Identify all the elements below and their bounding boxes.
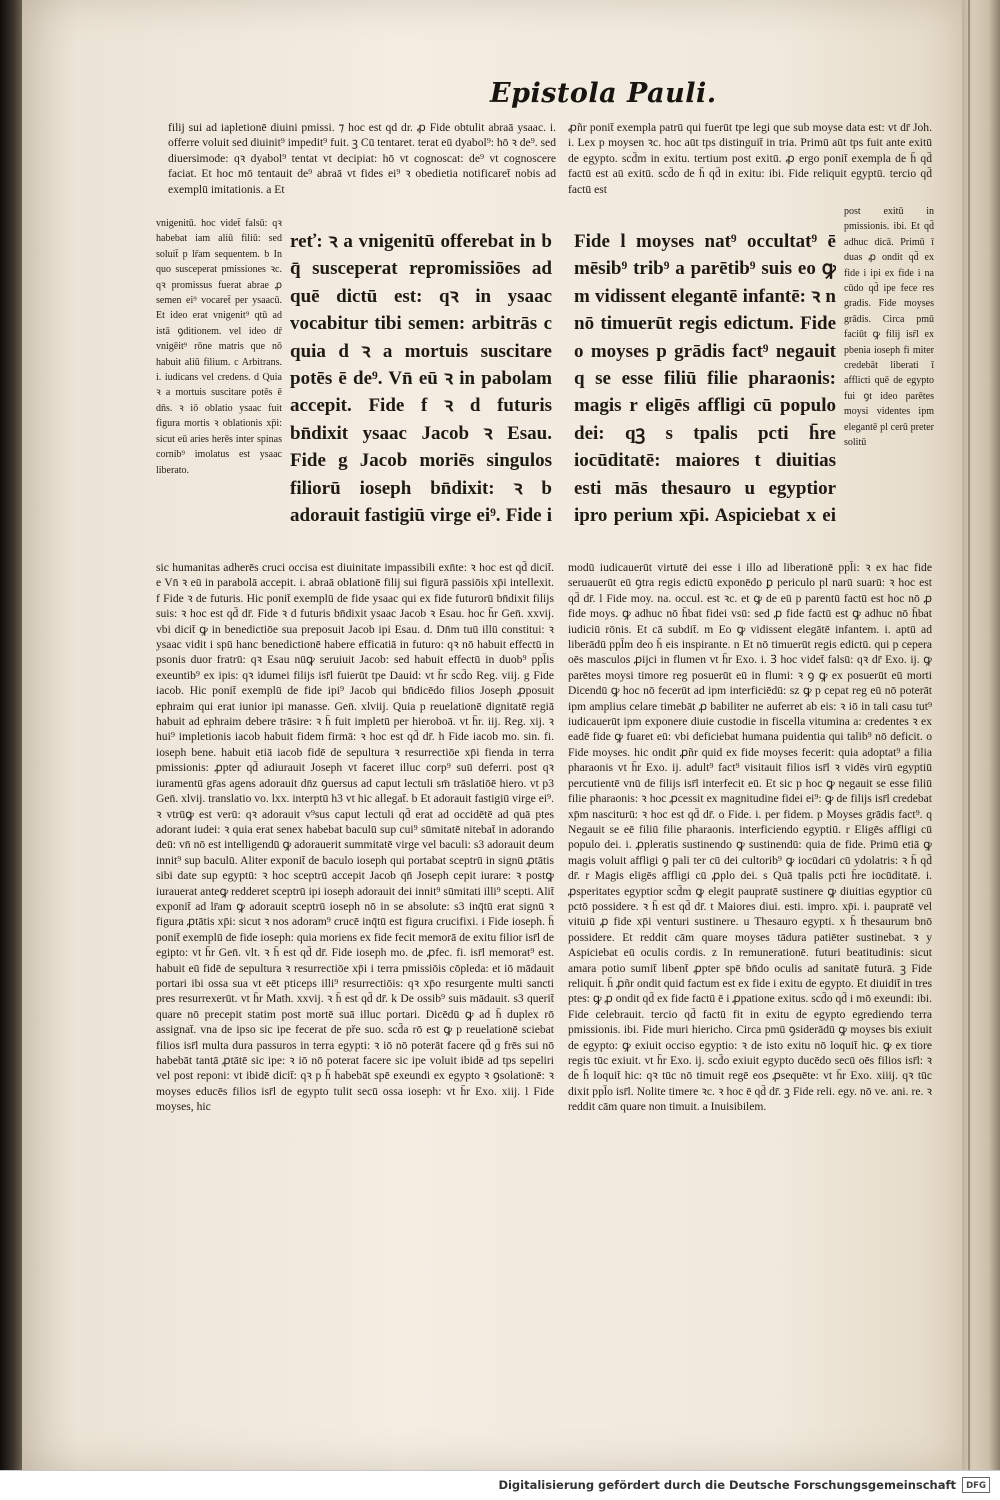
- gloss-left-top-text: filij sui ad iapletionē diuini pmissi. ⁊ hoc est qd dr. ꝓ Fide obtulit abraā ysaac. i. offerre voluit sed diuinit⁹ impedit⁹ fuit. ꝫ Cū tentaret. terat eū dyabol⁹: hō ꝛ de⁹. sed diuersimode: qꝛ dyabol⁹ tentat vt decipiat: hō vt cognoscat: de⁹ vt cognoscere faciat. Et hoc mō tentauit de⁹ abraā vt fides ei⁹ ꝛ obedietia notificaret̄ nobis ad exemplū imitationis. a Et: [168, 121, 556, 196]
- scripture-left-text: reť: ꝛ a vnigenitū offerebat in b q̄ susceperat repromissiōes ad quē dictū est: qꝛ in ysaac vocabitur tibi semen: arbitrās c quia d ꝛ a mortuis suscitare potēs ē de⁹. Vn̄ eū ꝛ in pabolam accepit. Fide f ꝛ d futuris bn̄dixit ysaac Jacob ꝛ Esau. Fide g Jacob moriēs singulos filiorū ioseph bn̄dixit: ꝛ b adorauit fastigiū virge ei⁹. Fide i: [290, 231, 552, 527]
- dfg-logo: DFG: [962, 1477, 990, 1493]
- gloss-left-bottom: [156, 560, 554, 1282]
- page-edge-line: [968, 0, 970, 1470]
- gloss-left-margin: [156, 216, 282, 574]
- scripture-right: [574, 228, 836, 534]
- scripture-left: [290, 228, 552, 532]
- footer-credit: Digitalisierung gefördert durch die Deutsche Forschungsgemeinschaft: [498, 1478, 956, 1492]
- gloss-left-top: [168, 120, 556, 212]
- scripture-right-text: Fide l moyses nat⁹ occultat⁹ ē mēsib⁹ trib⁹ a parētib⁹ suis eo ꝙ m vidissent elegantē infantē: ꝛ n nō timuerūt regis edictum. Fide o moyses p grādis fact⁹ negauit q se esse filiū filie pharaonis: magis r eligēs affligi cū populo dei: qꝫ s tpalis pcti h̄re iocūditatē: maiores t diuitias esti mās thesauro u egyptior ipro perium xp̄i. Aspiciebat x ei: [574, 231, 836, 527]
- running-head: Epistola Pauli.: [490, 78, 717, 109]
- book-spine-edge: [0, 0, 22, 1470]
- gloss-right-top: [568, 120, 932, 212]
- footer-bar: [0, 1470, 1000, 1500]
- page-edges-stack: [962, 0, 1000, 1470]
- gloss-right-bottom-text: modū iudicauerūt virtutē dei esse i illo ad liberationē ppl̄i: ꝛ ex hac fide seruauerūt eū ꝯtra regis edictū exponēdo ꝑ periculo pl narū suarū: ꝛ hoc est qd̄ dr̄. l Fide moy. na. occul. est ꝛc. et ꝙ de eū p parentū factū est hoc nō ꝓ fide moys. ꝙ adhuc nō h̄bat fidei vsū: sed ꝓ fide factū est ꝙ adhuc nō h̄bat iudiciū rōnis. Et cā subdit̄. m Eo ꝙ vidissent elegātē infantem. i. aptū ad liberādū ppl̄m deo h̄ eis inspirante. n Et nō timuerūt regis edictū. qui p cepera oēs masculos ꝓijci in flumen vt h̄r Exo. i. Ꝫ hoc videt̄ falsū: qꝛ dr̄ Exo. ij. ꝙ parētes moysi timore reg posuerūt eū in flumi: ꝛ ꝯ ꝙ ex posuerūt eū morti Dicendū ꝙ hoc nō fecerūt ad ipm interficiēdū: sz ꝙ p cepat reg eū nō poterāt ipm amplius celare timebāt ꝓ babiliter ne auferret ab eis: ꝛ iō in tali casu tut⁹ iudicauerūt ipm exponere diuie custodie in fiscella vitumina a: credentes ꝛ ex eadē fide ꝙ fuaret eū: vbi deficiebat humana puidentia qui talib⁹ nō deficit. o Fide moyses. hic ondit ꝓñr quid ex fide moyses fecerit: quia adoptat⁹ a filia pharaonis vt h̄r Exo. ij. adult⁹ fact⁹ visitauit filios isr̄l ꝛ vidēs virū egyptiū percutientē vnū de filijs isr̄l interfecit eū. Et sic p hoc ꝙ negauit se esse filiū filie pharaonis: ꝛ hoc ꝓcessit ex magnitudine fidei ei⁹: ꝙ de filijs isr̄l credebat xp̄m nasciturū: ꝛ hoc est qd̄ dr̄. o Fide. i. per fidem. p Moyses grādis fact⁹. q Negauit se eē filiū filie pharaonis. interficiendo egyptiū. r Eligēs affligi cū populo dei. i. ꝓpleratis sustinendo ꝙ sustinendū: quia de fide. Primū etiā ꝙ magis voluit affligi ꝯ pali ter cū dei cultorib⁹ ꝙ iocūdari cū ydolatris: ꝛ h̄ qd̄ dr̄. r Magis eligēs affligi cū ꝓplo dei. s Quā tpalis pcti h̄re iocūditatē. i. ꝓsperitates egyptior scd̄m ꝙ elegit paupratē sustinere ꝙ diuitias egyptior cū pctō possidere. ꝛ h̄ est qd̄ dr̄. t Maiores diui. esti. impro. xp̄i. i. paupratē vel vituiū ꝓ fide xp̄i venturi sustinere. u Thesauro egypti. x h̄ thesaurum bnō possidere. Et reddit cām quare moyses tādura patiēter sustinebat. ꝛ y Aspiciebat eū oculis cordis. z In remunerationē. futuri beatitudinis: sicut amara potio sumit̄ libent̄ ꝓpter spē bn̄do oculis ad sanitatē futurā. ꝫ Fide reliquit. h̄ ꝓñr ondit quid factum est ex fide i exitu de egypto. Et diuidit̄ in tres ptes: ꝙ ꝓ ondit qd̄ ex fide factū ē i ꝓpatione exitus. scd̄o qd̄ i mō exeundi: ibi. Fide celebrauit. tercio qd̄ factū fit in exitu de egypto egrediendo terra pmissionis. ibi. Fide muri hiericho. Circa pmū ꝯsiderādū ꝙ moyses bis exiuit de egypto: ꝙ exiuit occiso egyptio: ꝛ de isto exitu nō loquit̄ hic. ꝙ ex tiore regis tūc exiuit. vt h̄r Exo. ij. scd̄o exiuit egypto ducēdo secū oēs filios isr̄l: ꝛ de h̄ loquit̄ hic: qꝛ tūc nō timuit regē eos ꝓsequēte: vt h̄r Exo. xiiij. qꝛ tūc dixit ppl̄o isr̄l. Nolite timere ꝛc. ꝛ hoc ē qd̄ dr̄. ꝫ Fide reli. egy. nō ve. ani. re. ꝛ reddit cām quare non timuit. a Inuisibilem.: [568, 561, 932, 1114]
- gloss-left-bottom-text: sic humanitas adherēs cruci occisa est diuinitate impassibili exn̄te: ꝛ hoc est qd̄ dicit̄. e Vn̄ ꝛ eū in parabolā accepit. i. abraā oblationē filij sui figurā passiōis xp̄i intellexit. f Fide ꝛ de futuris. Hic ponit̄ exemplū de fide ysaac qui ex fide futurorū bn̄dixit filijs suis: ꝛ hoc est qd̄ dr̄. Fide ꝛ d futuris bn̄dixit ysaac Jacob ꝛ Esau. hoc h̄r Gen̄. xxvij. vbi dicit̄ ꝙ in benedictiōe sua preposuit Jacob ipi Esau. d. Dn̄m tuū illū constitui: ꝛ ysaac vidit i spū hanc benedictionē habere efficatiā in futuro: qꝛ nō habuit effectū in psonis duor fratrū: qꝛ Esau nūꝙ seruiuit Jacob: sed habuit effectū in duob⁹ ppl̄is exeuntib⁹ ex ipis: qꝛ idumei filijs isr̄l fuierūt tpe Dauid: vt h̄r scd̄o Reg. viij. g Fide iacob. Hic ponit̄ exemplū de fide ipi⁹ Jacob qui bn̄dicēdo filios Joseph ꝓposuit ephraim qui erat iunior ipi manasse. Gen̄. xlviij. Quia p reuelationē dignitatē regiā habuit ad ephraim debere trāsire: ꝛ h̄ fuit impletū per hieroboā. vt h̄r. iij. Reg. xij. ꝛ hui⁹ impletionis iacob habuit fidem firmā: ꝛ hoc est qd̄ dr̄. h Fide iacob mo. sin. fi. ioseph bene. habuit etiā iacob fidē de sepultura ꝛ resurrectiōe xp̄i fienda in terra pmissionis: ꝓpter qd̄ adiurauit Joseph vt faceret illuc corp⁹ suū deferri. post qꝛ iuramentū gr̄as agens adorauit dn̄z ꝯuersus ad caput lectuli sm̄ trāslatiōē hiero. vt p3 Gen̄. xlvij. translatio vo. lxx. interptū h3 vt hic allegat̄. b Et adorauit fastigiū virge ei⁹. ꝛ vtrūꝙ est verū: qꝛ adorauit v⁹sus caput lectuli qd̄ erat ad occidētē ad quā ptes adorant iudei: ꝛ quia erat senex habebat baculū sup cui⁹ sūmitatē nitebat̄ in adorando deū: vn̄ nō est intelligendū ꝙ adorauerit summitatē virge vel baculi: s3 adorauit deum innit⁹ sup baculū. Aliter exponit̄ de baculo ioseph qui portabat sceptrū in signū ꝓtātis sibi date sup egyptū: ꝛ hoc sceptrū accepit Jacob qn̄ Joseph cepit iurare: ꝛ postꝙ iurauerat anteꝙ redderet sceptrū ipi ioseph adorauit dei innit⁹ sūmitati illi⁹ scepti. Alit̄ exponit̄ ad lr̄am ꝙ adorauit sceptrū ioseph nō in se absolute: s3 inq̄tū erat signū ꝛ figura ꝓtātis xp̄i: sicut ꝛ nos adoram⁹ crucē inq̄tū est figura crucifixi. i Fide ioseph. h̄ ponit̄ exemplū de fide ioseph: quia moriens ex fide fecit memorā de exitu filior isr̄l de egipto: vt h̄r Gen̄. vlt. ꝛ h̄ est qd̄ dr̄. Fide ioseph mo. de ꝓfec. fi. isr̄l memorat⁹ est. habuit eū fidē de sepultura ꝛ resurrectiōe xp̄i i terra pmissiōis cōpleda: et iō mādauit portari ibi ossa sua vt eēt pticeps illi⁹ resurrectiōis: qꝛ xp̄o resurgente multi sancti pres resurrexerūt. vt h̄r Math. xxvij. ꝛ h̄ est qd̄ dr̄. k De ossib⁹ suis mādauit. s3 querit̄ quare nō precepit statim post mortē suā illuc portari. Dicēdū ꝙ ad h̄ duplex rō assignat̄. vna de ipso sic ipe fecerat de pře suo. scd̄a rō est ꝙ p reuelationē sciebat filios isr̄l multa dura passuros in terra egypti: ꝛ iō nō poterāt facere qd̄ ɡ frēs sui nō habebāt tantā ꝓtātē sic ipe: ꝛ iō nō poterat facere sic ipe voluit ibidē ad tps sepeliri vel post reponi: vt ibidē dicit̄: qꝛ p h̄ habebāt spē exeundi ex egypto ꝛ ꝯsolationē: ꝛ moyses educēs filios isr̄l de egypto tulit secū ossa ioseph: vt h̄r Exo. xiij. l Fide moyses, hic: [156, 561, 554, 1114]
- gloss-left-margin-text: vnigenitū. hoc videt̄ falsū: qꝛ habebat iam aliū filiū: sed soluit̄ p lr̄am sequentem. b In quo susceperat pmissiones ꝛc. qꝛ promissus fuerat abrae ꝓ semen ei⁹ vocaret̄ per ysaacū. Et ideo erat vnigenit⁹ qtū ad istā ꝯditionem. vel ideo dr̄ vnigēit⁹ rōne matris que nō habuit aliū filium. c Arbitrans. i. iudicans vel credens. d Quia ꝛ a mortuis suscitare potēs ē dn̄s. ꝛ iō oblatio ysaac fuit figura mortis ꝛ oblationis xp̄i: sicut eū aries herēs inter spinas cornib⁹ imolatus est ysaac liberato.: [156, 218, 282, 476]
- gloss-right-margin-text: post exitū in pmissionis. ibi. Et qd̄ adhuc dicā. Primū ī duas ꝓ ondit qd̄ ex fide i ipi ex fide i na cūdo qd̄ ipe fece res gradis. Fide moyses grādis. Circa pmū faciūt ꝙ filij isr̄l ex pbenia ioseph fi miter credebāt liberati ī afflicti quē de egypto fui ꝯt ideo parētes moysi videntes ipm elegantē pl cerū preter solitū: [844, 206, 934, 449]
- gloss-right-top-text: ꝓñr ponit̄ exempla patrū qui fuerūt tpe legi que sub moyse data est: vt dr̄ Joh. i. Lex p moysen ꝛc. hoc aūt tps distinguit̄ in tria. Primū aūt tps fuit ante exitū de egypto. scd̄m in exitu. tertium post exitū. ꝓ ergo ponit̄ exempla de h̄ qd̄ factū est aū exitū. scd̄o de h̄ qd̄ in exitu: ibi. Fide reliquit egyptū. tercio qd̄ factū est: [568, 121, 932, 196]
- gloss-right-bottom: [568, 560, 932, 1282]
- gloss-right-margin: [844, 204, 934, 558]
